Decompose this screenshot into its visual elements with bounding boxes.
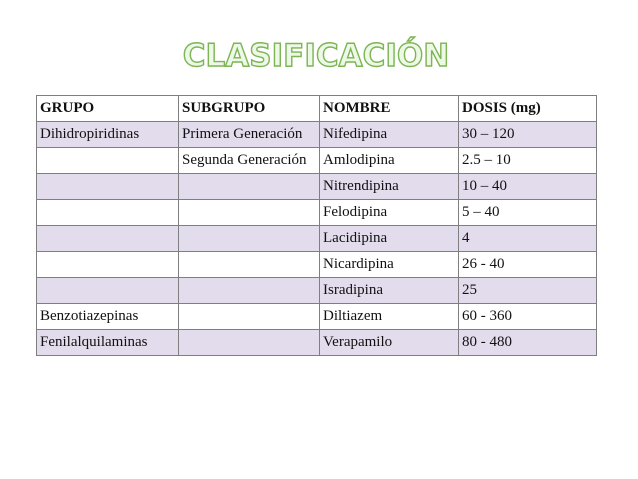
cell-grupo: Fenilalquilaminas — [37, 330, 179, 356]
cell-nombre: Felodipina — [320, 200, 459, 226]
classification-table — [36, 95, 597, 356]
header-subgrupo: SUBGRUPO — [179, 96, 320, 122]
cell-grupo — [37, 226, 179, 252]
cell-grupo — [37, 252, 179, 278]
cell-nombre: Nifedipina — [320, 122, 459, 148]
cell-grupo — [37, 278, 179, 304]
cell-subgrupo — [179, 174, 320, 200]
table-row — [37, 200, 597, 226]
cell-nombre: Nicardipina — [320, 252, 459, 278]
cell-subgrupo: Primera Generación — [179, 122, 320, 148]
cell-grupo: Benzotiazepinas — [37, 304, 179, 330]
cell-grupo: Dihidropiridinas — [37, 122, 179, 148]
cell-dosis: 4 — [459, 226, 597, 252]
cell-nombre: Nitrendipina — [320, 174, 459, 200]
header-dosis: DOSIS (mg) — [459, 96, 597, 122]
table-row — [37, 148, 597, 174]
cell-subgrupo: Segunda Generación — [179, 148, 320, 174]
table-row — [37, 226, 597, 252]
table-header-row — [37, 96, 597, 122]
cell-nombre: Verapamilo — [320, 330, 459, 356]
table-row — [37, 252, 597, 278]
cell-subgrupo — [179, 252, 320, 278]
cell-dosis: 5 – 40 — [459, 200, 597, 226]
cell-dosis: 30 – 120 — [459, 122, 597, 148]
header-nombre: NOMBRE — [320, 96, 459, 122]
cell-subgrupo — [179, 200, 320, 226]
cell-dosis: 26 - 40 — [459, 252, 597, 278]
cell-dosis: 10 – 40 — [459, 174, 597, 200]
cell-dosis: 25 — [459, 278, 597, 304]
page-title: CLASIFICACIÓN — [182, 38, 450, 74]
cell-grupo — [37, 200, 179, 226]
table-row — [37, 122, 597, 148]
cell-nombre: Diltiazem — [320, 304, 459, 330]
cell-grupo — [37, 174, 179, 200]
cell-dosis: 80 - 480 — [459, 330, 597, 356]
header-grupo: GRUPO — [37, 96, 179, 122]
table-row — [37, 304, 597, 330]
cell-dosis: 60 - 360 — [459, 304, 597, 330]
cell-dosis: 2.5 – 10 — [459, 148, 597, 174]
cell-subgrupo — [179, 226, 320, 252]
table-row — [37, 174, 597, 200]
cell-subgrupo — [179, 330, 320, 356]
cell-subgrupo — [179, 278, 320, 304]
table-row — [37, 278, 597, 304]
table-row — [37, 330, 597, 356]
cell-nombre: Isradipina — [320, 278, 459, 304]
cell-subgrupo — [179, 304, 320, 330]
cell-nombre: Lacidipina — [320, 226, 459, 252]
cell-nombre: Amlodipina — [320, 148, 459, 174]
cell-grupo — [37, 148, 179, 174]
